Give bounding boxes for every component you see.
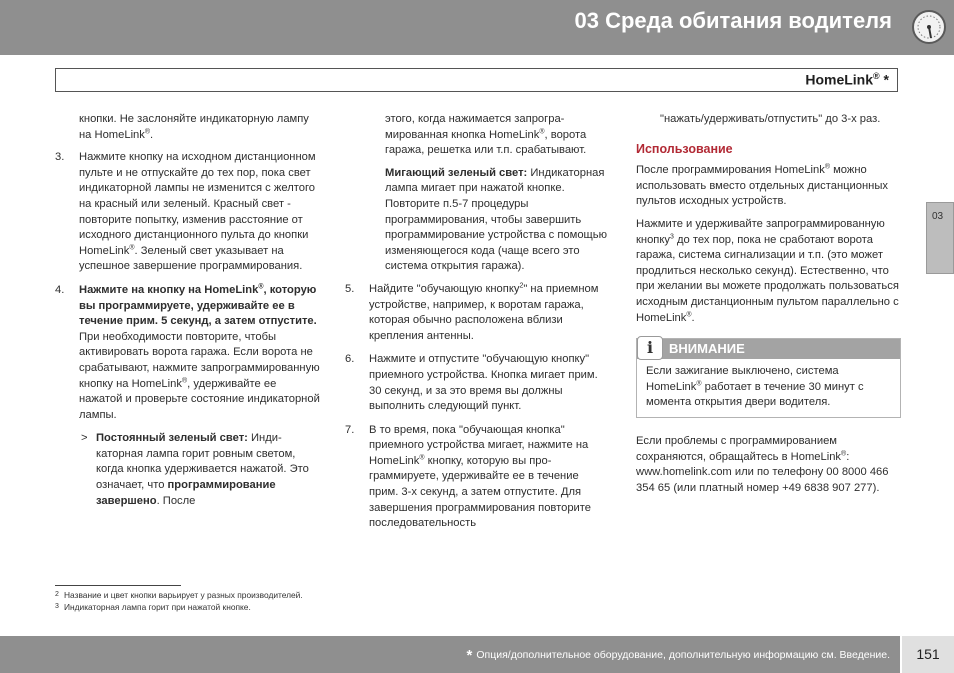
- contact-paragraph: Если проблемы с программированием сохраняются, обращайтесь в HomeLink®: www.homelink.com или по телефону 00 8000 466 354 65 (или платный номер +49 6838 907 277).: [636, 434, 889, 494]
- chevron-right-icon: >: [81, 432, 88, 445]
- paragraph: кнопки. Не заслоняйте индикаторную лампу на HomeLink®.: [79, 113, 309, 141]
- footnote-divider: [55, 585, 181, 586]
- column-1: [55, 112, 320, 516]
- info-icon: i: [637, 336, 663, 360]
- usage-heading: Использование: [636, 141, 733, 156]
- footnote-item: 3 Индикаторная лампа горит при нажатой кнопке.: [55, 602, 251, 612]
- step-5: 5. Найдите "обучающую кнопку$^2$" на приемном устройстве, например, к воротам гаража, которая обычно расположена вблизи крепления антенны.: [345, 282, 599, 342]
- warning-header: [637, 339, 900, 359]
- warning-text: Если зажигание выключено, система HomeLink® работает в течение 30 минут с момента открытия двери водителя.: [646, 365, 864, 409]
- blinking-green-paragraph: Мигающий зеленый свет: Индикаторная лампа мигает при нажатой кнопке. Повторите п.5-7 процедуры программирования, чтобы завершить программирование устройства с помощью изменяющегося кода (чаще всего это система открытия гаража).: [385, 166, 607, 273]
- step-number: 3.: [55, 151, 65, 164]
- header-bar: [0, 0, 954, 55]
- step-number: 5.: [345, 282, 355, 295]
- asterisk-icon: *: [466, 647, 473, 664]
- step-6: 6. Нажмите и отпустите "обучающую кнопку" приемного устройства. Кнопка мигает прим. 30 секунд, и за это время вы должны выполнить следующий пункт.: [345, 353, 598, 413]
- step-4: 4. Нажмите на кнопку на HomeLink®, которую вы программируете, удерживайте ее в течение прим. 5 секунд, а затем отпустите. При необходимости повторите, чтобы активировать ворота гаража. Если ворота не срабатывают, нажмите запрограммированную кнопку на HomeLink®, удерживайте ее нажатой и проверьте состояние индикаторной лампы.: [55, 283, 320, 421]
- step-3: 3. Нажмите кнопку на исходном дистанционном пульте и не отпускайте до тех пор, пока свет индикаторной лампы не изменится с желтого на красный или зеленый. Красный свет - повторите попытку, изменив расстояние от исходного дистанционного пульта до кнопки HomeLink®. Зеленый свет указывает на успешное завершение программирования.: [55, 151, 316, 273]
- step-number: 6.: [345, 353, 355, 366]
- warning-title: ВНИМАНИЕ: [669, 341, 745, 357]
- step-number: 4.: [55, 283, 65, 296]
- paragraph: этого, когда нажимается запрограмированная кнопка HomeLink®, ворота гаража, решетка или т.п. срабатывают.: [385, 113, 587, 157]
- footnotes: [55, 589, 303, 613]
- footnote-item: 2 Название и цвет кнопки варьирует у разных производителей.: [55, 590, 303, 600]
- section-header-box: [55, 68, 898, 92]
- warning-box: [636, 338, 901, 418]
- column-3: [636, 112, 901, 503]
- paragraph: Нажмите и удерживайте запрограммированную кнопку$^3$ до тех пор, пока не сработают ворота гаража, система сигнализации и т.п. (это может продлиться несколько секунд). Естественно, что при желании вы можете продолжать пользоваться исходным дистанционным пультом параллельно с HomeLink®.: [636, 217, 899, 324]
- chapter-side-tab-label: 03: [932, 211, 944, 222]
- footer-note: * Опция/дополнительное оборудование, дополнительную информацию см. Введение.: [466, 647, 890, 664]
- chapter-side-tab[interactable]: [926, 202, 954, 274]
- step-7: 7. В то время, пока "обучающая кнопка" приемного устройства мигает, нажмите на HomeLink® кнопку, которую вы программируете, удерживайте ее в течение прим. 3-х секунд, а затем отпустите. Для завершения программирования повторите последовательность: [345, 423, 592, 530]
- section-title: HomeLink® *: [805, 71, 889, 88]
- step-number: 7.: [345, 423, 355, 436]
- sub-item-steady-green: > Постоянный зеленый свет: Индикаторная лампа горит ровным светом, когда кнопка удерживается нажатой. Это означает, что программирование завершено. После: [81, 432, 309, 507]
- gauge-icon: [912, 10, 946, 44]
- footer-bar: [0, 636, 900, 673]
- page-number: 151: [916, 646, 940, 662]
- page-number-box: [902, 636, 954, 673]
- paragraph: "нажать/удерживать/отпустить" до 3-х раз.: [660, 113, 881, 125]
- paragraph: После программирования HomeLink® можно использовать вместо отдельных дистанционных пультов исходных устройств.: [636, 163, 888, 208]
- column-2: [345, 112, 607, 540]
- chapter-title: 03 Среда обитания водителя: [574, 8, 892, 33]
